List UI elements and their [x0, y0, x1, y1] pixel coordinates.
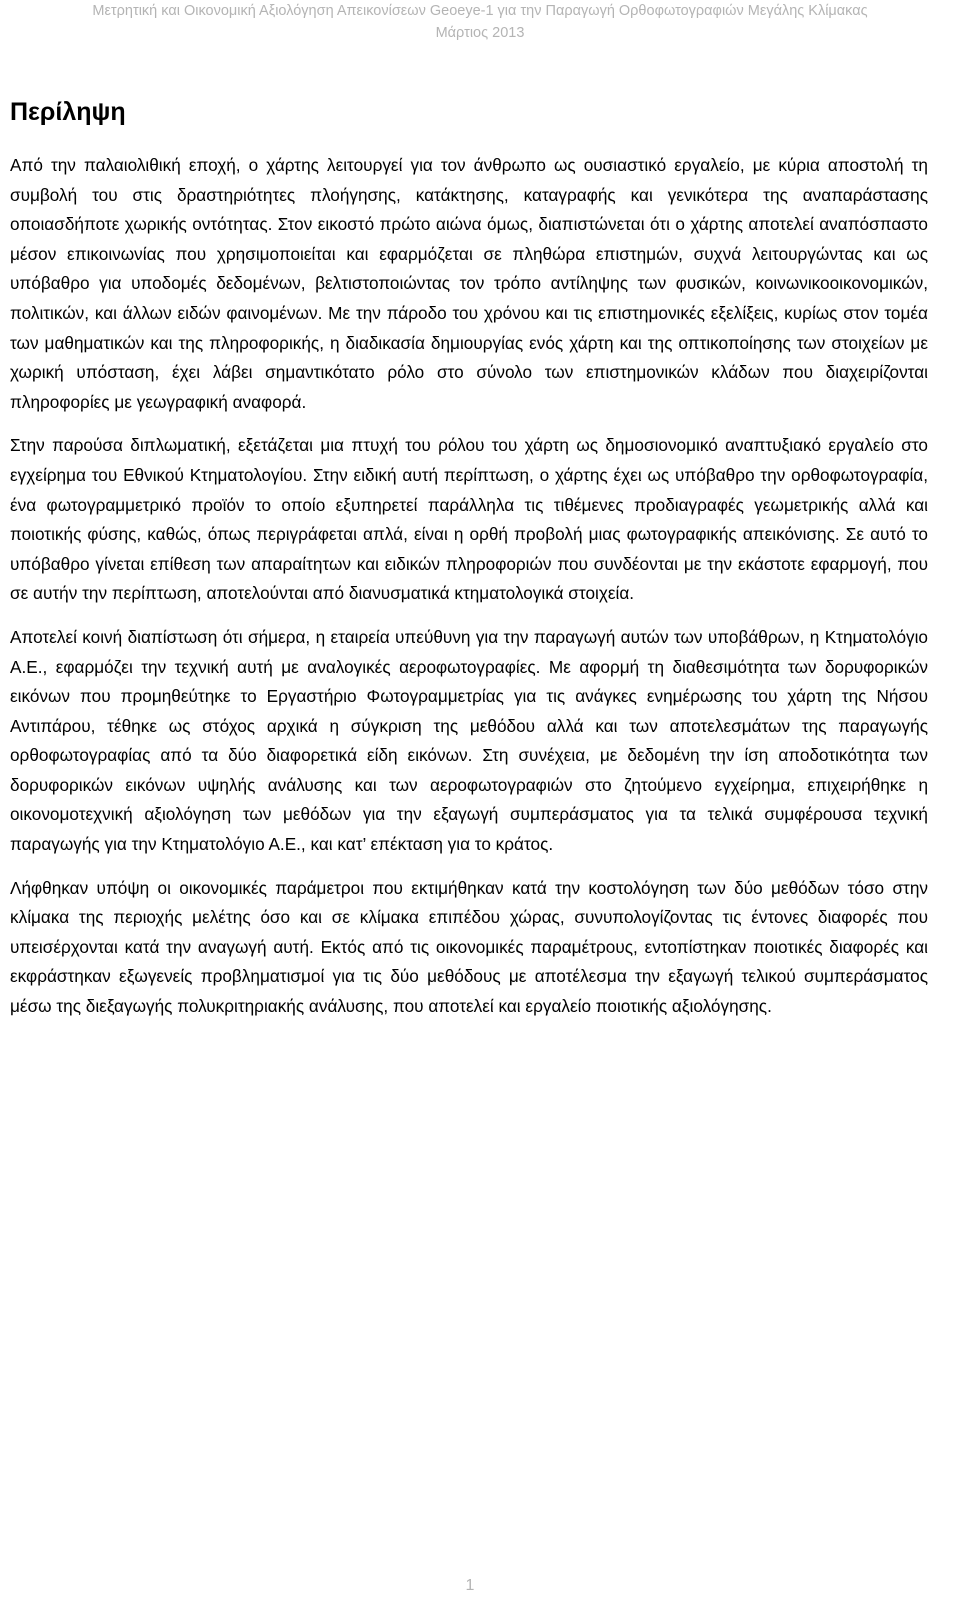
- paragraph-2: Στην παρούσα διπλωματική, εξετάζεται μια πτυχή του ρόλου του χάρτη ως δημοσιονομικό αναπτυξιακό εργαλείο στο εγχείρημα του Εθνικού Κτηματολογίου. Στην ειδική αυτή περίπτωση, ο χάρτης έχει ως υπόβαθρο την ορθοφωτογραφία, ένα φωτογραμμετρικό προϊόν το οποίο εξυπηρετεί παράλληλα τις τιθέμενες προδιαγραφές γεωμετρικής αλλά και ποιοτικής φύσης, καθώς, όπως περιγράφεται απλά, είναι η ορθή προβολή μιας φωτογραφικής απεικόνισης. Σε αυτό το υπόβαθρο γίνεται επίθεση των απαραίτητων και ειδικών πληροφοριών που συνδέονται με την εκάστοτε εφαρμογή, που σε αυτήν την περίπτωση, αποτελούνται από διανυσματικά κτηματολογικά στοιχεία.: [10, 435, 928, 604]
- header-date: Μάρτιος 2013: [435, 25, 525, 41]
- abstract-body: [10, 151, 928, 1036]
- paragraph-4: Λήφθηκαν υπόψη οι οικονομικές παράμετροι που εκτιμήθηκαν κατά την κοστολόγηση των δύο μεθόδων τόσο στην κλίμακα της περιοχής μελέτης όσο και σε κλίμακα επιπέδου χώρας, συνυπολογίζοντας τις έντονες διαφορές που υπεισέρχονται κατά την αναγωγή αυτή. Εκτός από τις οικονομικές παραμέτρους, εντοπίστηκαν ποιοτικές διαφορές και εκφράστηκαν εξωγενείς προβληματισμοί για τις δύο μεθόδους με αποτέλεσμα την εξαγωγή τελικού συμπεράσματος μέσω της διεξαγωγής πολυκριτηριακής ανάλυσης, που αποτελεί και εργαλείο ποιοτικής αξιολόγησης.: [10, 877, 928, 1017]
- running-header: [0, 0, 960, 44]
- header-title: Μετρητική και Οικονομική Αξιολόγηση Απεικονίσεων Geoeye-1 για την Παραγωγή Ορθοφωτογραφιών Μεγάλης Κλίμακας: [92, 3, 868, 19]
- paragraph-1: Από την παλαιολιθική εποχή, ο χάρτης λειτουργεί για τον άνθρωπο ως ουσιαστικό εργαλείο, με κύρια αποστολή τη συμβολή του στις δραστηριότητες πλοήγησης, κατάκτησης, καταγραφής και γενικότερα της αναπαράστασης οποιασδήποτε χωρικής οντότητας. Στον εικοστό πρώτο αιώνα όμως, διαπιστώνεται ότι ο χάρτης αποτελεί αναπόσπαστο μέσον επικοινωνίας που χρησιμοποιείται και εφαρμόζεται σε πληθώρα επιστημών, συχνά λειτουργώντας και ως υπόβαθρο για υποδομές δεδομένων, βελτιστοποιώντας τον τρόπο αντίληψης των φυσικών, κοινωνικοοικονομικών, πολιτικών, και άλλων ειδών φαινομένων. Με την πάροδο του χρόνου και τις επιστημονικές εξελίξεις, κυρίως στον τομέα των μαθηματικών και της πληροφορικής, η διαδικασία δημιουργίας ενός χάρτη και της οπτικοποίησης των στοιχείων με χωρική υπόσταση, έχει λάβει σημαντικότατο ρόλο στο σύνολο των επιστημονικών κλάδων που διαχειρίζονται πληροφορίες με γεωγραφική αναφορά.: [10, 155, 928, 412]
- section-title: Περίληψη: [10, 98, 126, 126]
- paragraph-3: Αποτελεί κοινή διαπίστωση ότι σήμερα, η εταιρεία υπεύθυνη για την παραγωγή αυτών των υποβάθρων, η Κτηματολόγιο Α.Ε., εφαρμόζει την τεχνική αυτή με αναλογικές αεροφωτογραφίες. Με αφορμή τη διαθεσιμότητα των δορυφορικών εικόνων που προμηθεύτηκε το Εργαστήριο Φωτογραμμετρίας για τις ανάγκες ενημέρωσης του χάρτη της Νήσου Αντιπάρου, τέθηκε ως στόχος αρχικά η σύγκριση της μεθόδου αλλά και των αποτελεσμάτων της παραγωγής ορθοφωτογραφίας από τα δύο διαφορετικά είδη εικόνων. Στη συνέχεια, με δεδομένη την ίση αποδοτικότητα των δορυφορικών εικόνων υψηλής ανάλυσης και των αεροφωτογραφιών στο ζητούμενο εγχείρημα, επιχειρήθηκε η οικονομοτεχνική αξιολόγηση των μεθόδων για την εξαγωγή συμπεράσματος για τα τελικά συμφέρουσα τεχνική παραγωγής για την Κτηματολόγιο Α.Ε., και κατ’ επέκταση για το κράτος.: [10, 626, 928, 855]
- page-number: 1: [465, 1577, 475, 1594]
